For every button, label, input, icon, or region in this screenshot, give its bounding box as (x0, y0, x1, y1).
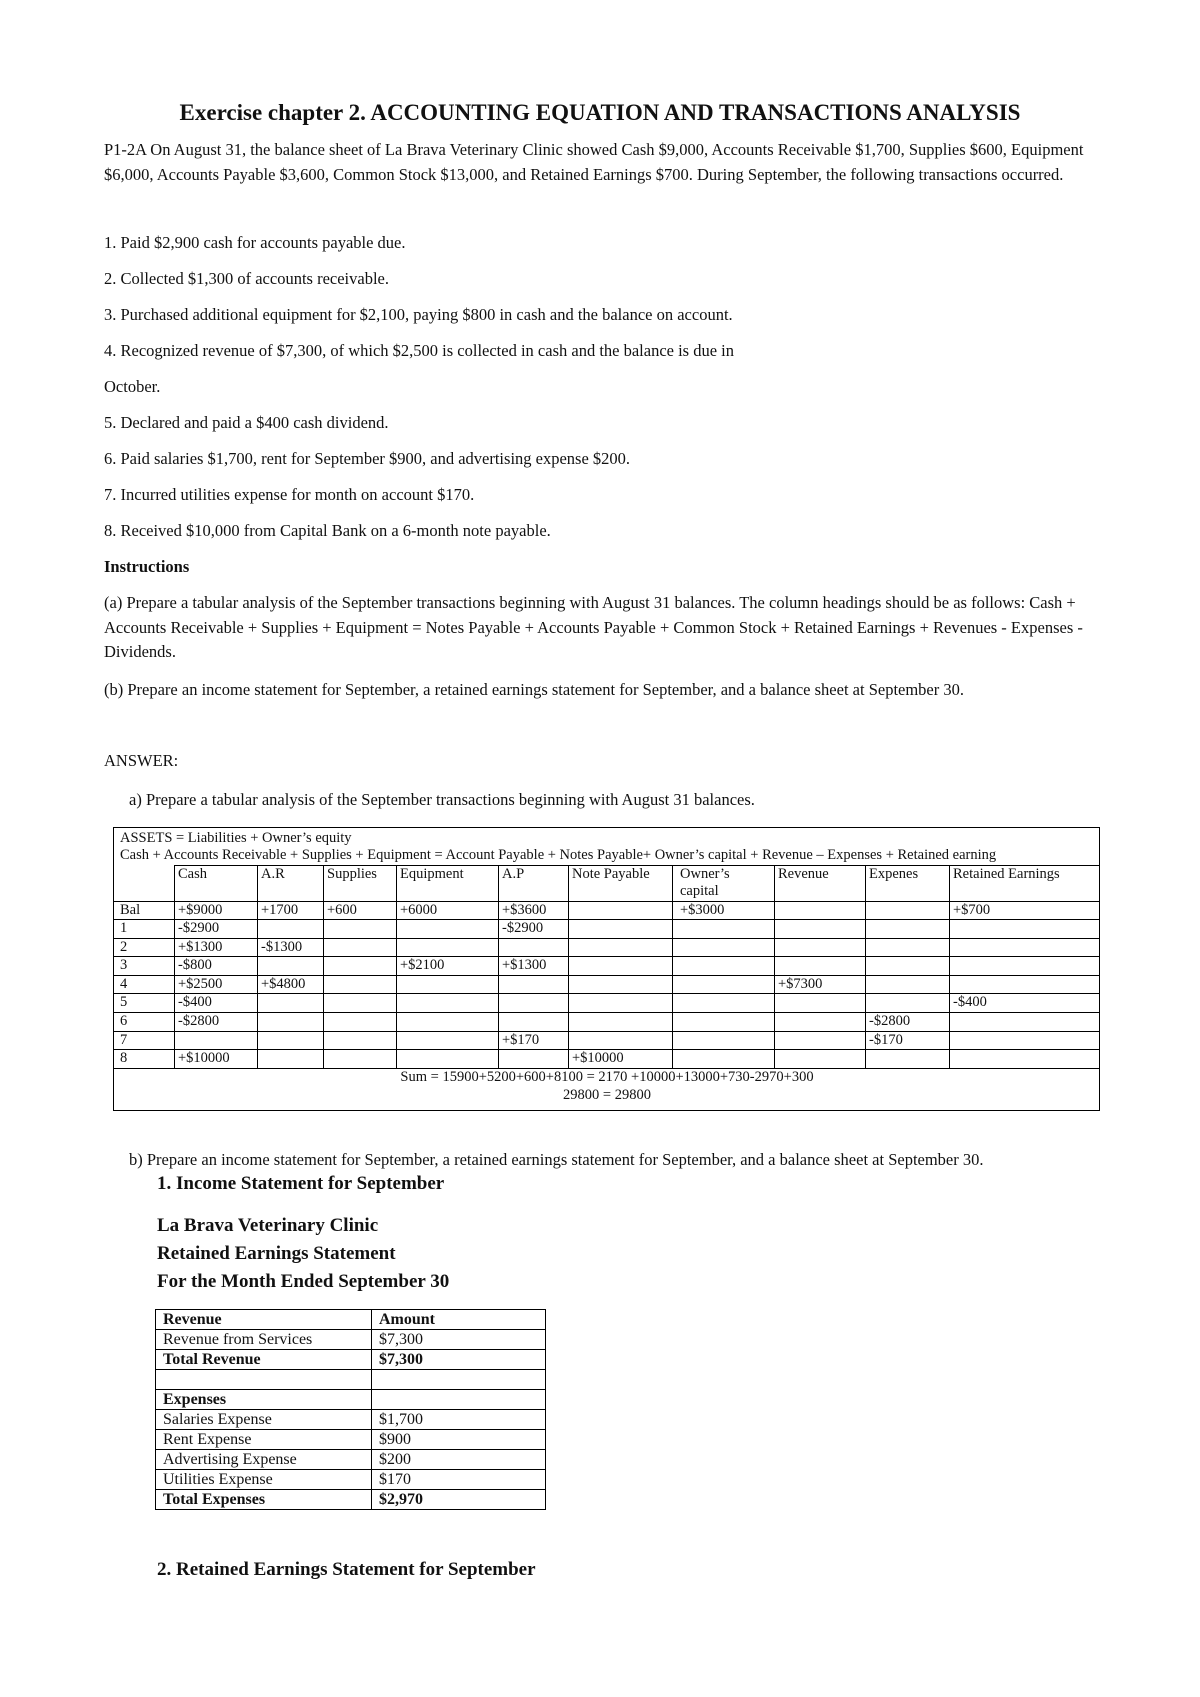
instruction-b: (b) Prepare an income statement for September, a retained earnings statement for September, and a balance sheet at September 30. (104, 680, 964, 699)
instructions-heading: Instructions (104, 557, 190, 576)
table-cell: +$2100 (400, 957, 445, 973)
table-cell: 8 (120, 1050, 128, 1066)
expense-item-amount: $1,700 (372, 1410, 546, 1430)
total-expenses-label: Total Expenses (156, 1490, 372, 1510)
expense-item-label: Utilities Expense (156, 1470, 372, 1490)
total-expenses-amount: $2,970 (372, 1490, 546, 1510)
table-cell: 1 (120, 920, 128, 936)
problem-item: 5. Declared and paid a $400 cash dividend. (104, 413, 389, 432)
col-header: Equipment (400, 866, 464, 882)
col-header: Supplies (327, 866, 377, 882)
expense-item-amount: $170 (372, 1470, 546, 1490)
col-header: A.P (502, 866, 525, 882)
table-header-equation: ASSETS = Liabilities + Owner’s equity (120, 830, 352, 846)
statement-period: For the Month Ended September 30 (157, 1271, 450, 1292)
col-header: Cash (178, 866, 207, 882)
table-cell: +$700 (953, 902, 991, 918)
table-cell: -$2800 (869, 1013, 911, 1029)
table-cell: -$2800 (178, 1013, 220, 1029)
table-cell: -$800 (178, 957, 212, 973)
expense-item-amount: $900 (372, 1430, 546, 1450)
amount-header: Amount (372, 1310, 546, 1330)
problem-item: 4. Recognized revenue of $7,300, of which $2,500 is collected in cash and the balance is due in (104, 341, 735, 360)
problem-item: October. (104, 377, 161, 396)
statement-name: Retained Earnings Statement (157, 1243, 396, 1264)
table-cell: +$9000 (178, 902, 223, 918)
expense-item-label: Salaries Expense (156, 1410, 372, 1430)
table-cell: +$3600 (502, 902, 547, 918)
income-statement-table (155, 1309, 546, 1510)
table-cell: 5 (120, 994, 128, 1010)
revenue-item-amount: $7,300 (372, 1330, 546, 1350)
revenue-item-label: Revenue from Services (156, 1330, 372, 1350)
retained-earnings-heading: 2. Retained Earnings Statement for September (157, 1559, 536, 1580)
table-cell: 6 (120, 1013, 128, 1029)
problem-item: 6. Paid salaries $1,700, rent for September $900, and advertising expense $200. (104, 449, 631, 468)
col-header: Retained Earnings (953, 866, 1060, 882)
table-cell: +$3000 (680, 902, 725, 918)
table-cell: +600 (327, 902, 357, 918)
col-header: capital (680, 883, 719, 899)
table-cell: +$4800 (261, 976, 306, 992)
table-cell: -$400 (953, 994, 987, 1010)
col-header: A.R (261, 866, 285, 882)
col-header: Revenue (778, 866, 829, 882)
expense-item-label: Advertising Expense (156, 1450, 372, 1470)
table-cell: -$2900 (178, 920, 220, 936)
answer-part-a: a) Prepare a tabular analysis of the September transactions beginning with August 31 balances. (129, 790, 755, 809)
table-cell: +6000 (400, 902, 438, 918)
table-cell: -$1300 (261, 939, 303, 955)
problem-intro: P1-2A On August 31, the balance sheet of La Brava Veterinary Clinic showed Cash $9,000, Accounts Receivable $1,700, Supplies $600, Equipment $6,000, Accounts Payable $3,600, Common Stock $13,000, and Retained Earnings $700. During September, the following transactions occurred. (104, 140, 1084, 184)
table-cell: -$2900 (502, 920, 544, 936)
revenue-header: Revenue (156, 1310, 372, 1330)
table-cell: 3 (120, 957, 128, 973)
col-header: Note Payable (572, 866, 650, 882)
table-cell: +$1300 (502, 957, 547, 973)
answer-part-b: b) Prepare an income statement for September, a retained earnings statement for September, and a balance sheet at September 30. (129, 1150, 984, 1169)
col-header: Owner’s (680, 866, 730, 882)
tabular-analysis-table (113, 827, 1100, 1111)
table-cell: 4 (120, 976, 128, 992)
table-cell: 7 (120, 1032, 128, 1048)
answer-label: ANSWER: (104, 751, 179, 770)
company-name: La Brava Veterinary Clinic (157, 1215, 379, 1236)
expenses-header: Expenses (156, 1390, 372, 1410)
income-statement-heading: 1. Income Statement for September (157, 1173, 445, 1194)
total-revenue-label: Total Revenue (156, 1350, 372, 1370)
table-cell: +1700 (261, 902, 299, 918)
table-cell: +$7300 (778, 976, 823, 992)
table-sum-line: Sum = 15900+5200+600+8100 = 2170 +10000+13000+730-2970+300 (400, 1069, 814, 1085)
expense-item-amount: $200 (372, 1450, 546, 1470)
table-cell: Bal (120, 902, 141, 918)
problem-item: 7. Incurred utilities expense for month on account $170. (104, 485, 475, 504)
table-cell: +$170 (502, 1032, 540, 1048)
col-header: Expenes (869, 866, 919, 882)
table-cell: +$10000 (178, 1050, 230, 1066)
problem-item: 3. Purchased additional equipment for $2,100, paying $800 in cash and the balance on account. (104, 305, 733, 324)
table-cell: -$400 (178, 994, 212, 1010)
instruction-a: (a) Prepare a tabular analysis of the September transactions beginning with August 31 balances. The column headings should be as follows: Cash + Accounts Receivable + Supplies + Equipment = Notes Payable + Accounts Payable + Common Stock + Retained Earnings + Revenues - Expenses - Dividends. (104, 593, 1083, 661)
problem-item: 8. Received $10,000 from Capital Bank on a 6-month note payable. (104, 521, 551, 540)
table-cell: 2 (120, 939, 128, 955)
table-header-columns: Cash + Accounts Receivable + Supplies + Equipment = Account Payable + Notes Payable+ Owner’s capital + Revenue – Expenses + Retained earning (120, 847, 997, 863)
table-cell: +$1300 (178, 939, 223, 955)
problem-item: 1. Paid $2,900 cash for accounts payable due. (104, 233, 406, 252)
expense-item-label: Rent Expense (156, 1430, 372, 1450)
table-cell: +$10000 (572, 1050, 624, 1066)
table-cell: +$2500 (178, 976, 223, 992)
table-sum-result: 29800 = 29800 (563, 1087, 651, 1103)
problem-item: 2. Collected $1,300 of accounts receivable. (104, 269, 389, 288)
document-title: Exercise chapter 2. ACCOUNTING EQUATION AND TRANSACTIONS ANALYSIS (179, 100, 1021, 125)
total-revenue-amount: $7,300 (372, 1350, 546, 1370)
table-cell: -$170 (869, 1032, 903, 1048)
